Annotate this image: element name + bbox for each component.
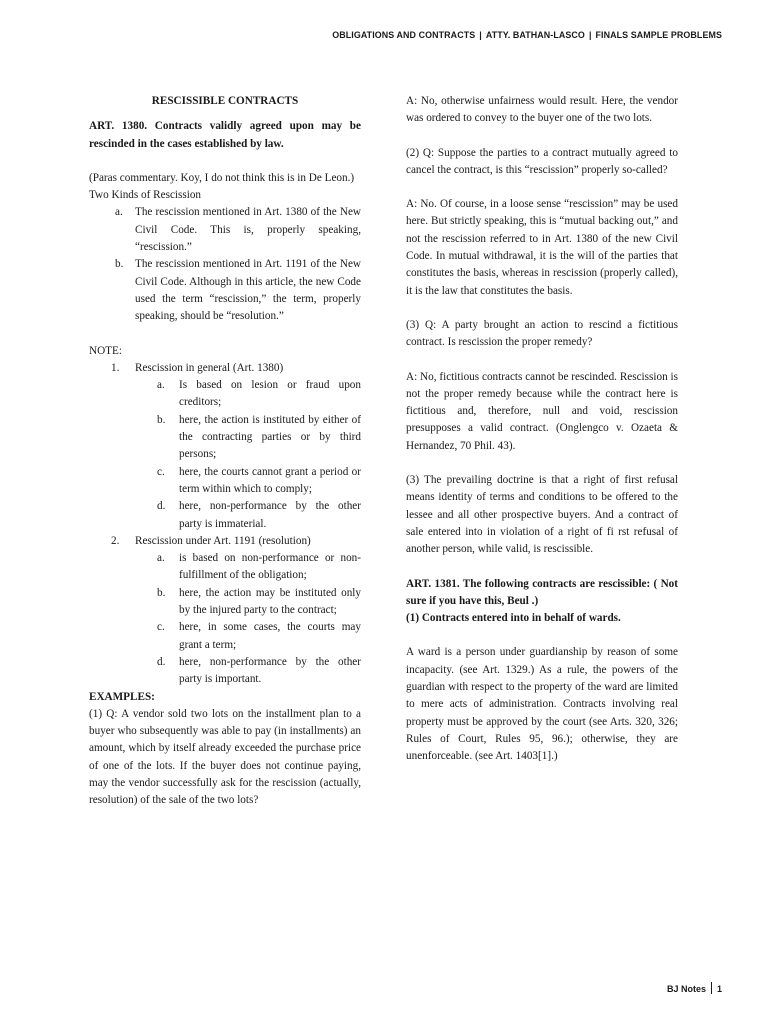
example-2-question: (2) Q: Suppose the parties to a contract mutually agreed to cancel the contract, is this “rescission” properly so-called? [406, 146, 678, 176]
example-3-question: (3) Q: A party brought an action to rescind a fictitious contract. Is rescission the proper remedy? [406, 318, 678, 349]
right-column [406, 93, 678, 766]
page-number: 1 [716, 984, 722, 994]
header-instructor: ATTY. BATHAN-LASCO [485, 30, 585, 40]
page-footer [667, 981, 722, 998]
list-item [157, 377, 361, 412]
list-item-text: here, in some cases, the courts may grant a term; [179, 621, 361, 651]
list-marker: b. [157, 586, 166, 599]
list-item-text: The rescission mentioned in Art. 1380 of the New Civil Code. This is, properly speaking, “rescission.” [135, 206, 361, 254]
list-item-text: here, non-performance by the other party is immaterial. [179, 500, 361, 530]
header-separator: | [588, 30, 592, 40]
sub-list [135, 377, 361, 533]
section-title: RESCISSIBLE CONTRACTS [151, 95, 299, 107]
list-item-text: here, the courts cannot grant a period or term within which to comply; [179, 465, 361, 495]
example-1-question: (1) Q: A vendor sold two lots on the installment plan to a buyer who subsequently was able to pay (in installments) an amount, which by itself already exceeded the purchase price of one of the lots. If the buyer does not continue paying, may the vendor successfully ask for the rescission (actually, resolution) of the sale of the two lots? [89, 707, 361, 807]
list-item [157, 412, 361, 464]
list-item-text: here, the action is instituted by either of the contracting parties or by third persons; [179, 413, 361, 461]
list-item-text: The rescission mentioned in Art. 1191 of the New Civil Code. Although in this article, the new Code used the term “rescission,” the term, properly speaking, should be “resolution.” [135, 258, 361, 323]
list-item [157, 550, 361, 585]
list-item [157, 498, 361, 533]
list-item-text: here, non-performance by the other party is important. [179, 655, 361, 686]
article-1381: ART. 1381. The following contracts are rescissible: ( Not sure if you have this, Beul .) [406, 577, 678, 607]
list-item-text: Rescission in general (Art. 1380) [135, 361, 284, 374]
list-item [157, 585, 361, 620]
list-item [157, 464, 361, 499]
ward-definition-paragraph: A ward is a person under guardianship by reason of some incapacity. (see Art. 1329.) As a rule, the powers of the guardian with respect to the property of the ward are limited to mere acts of administration. Contracts involving real property must be approved by the court (see Arts. 320, 326; Rules of Court, Rules 95, 96.); otherwise, they are unenforceable. (see Art. 1403[1].) [406, 646, 678, 763]
header-course: OBLIGATIONS AND CONTRACTS [332, 30, 476, 40]
left-column [89, 93, 361, 810]
example-1-answer: A: No, otherwise unfairness would result. Here, the vendor was ordered to convey to the buyer one of the two lots. [406, 95, 678, 125]
header-document-title: FINALS SAMPLE PROBLEMS [595, 30, 722, 40]
footer-label: BJ Notes [666, 984, 706, 994]
list-marker: a. [157, 552, 165, 565]
list-item [111, 533, 361, 689]
example-3-answer: A: No, fictitious contracts cannot be rescinded. Rescission is not the proper remedy because while the contract here is fictitious and, therefore, null and void, rescission presupposes a valid contract. (Onglengco v. Ozaeta & Hernandez, 70 Phil. 43). [406, 370, 678, 452]
list-item [157, 619, 361, 654]
list-item [111, 360, 361, 533]
list-item [157, 654, 361, 689]
list-marker: c. [157, 465, 165, 478]
list-marker: 2. [111, 534, 120, 547]
list-marker: a. [115, 206, 123, 219]
article-1380: ART. 1380. Contracts validly agreed upon may be rescinded in the cases established by law. [89, 120, 361, 150]
list-item-text: Rescission under Art. 1191 (resolution) [135, 534, 311, 547]
list-marker: b. [157, 413, 166, 426]
list-marker: c. [157, 621, 165, 634]
list-marker: a. [157, 379, 165, 392]
article-1381-item-1: (1) Contracts entered into in behalf of wards. [406, 612, 621, 625]
list-item [115, 204, 361, 256]
list-item [115, 256, 361, 325]
list-marker: d. [157, 500, 166, 513]
sub-list [135, 550, 361, 688]
paras-commentary-note: (Paras commentary. Koy, I do not think this is in De Leon.) [89, 171, 355, 184]
list-item-text: is based on non-performance or non-fulfillment of the obligation; [179, 552, 361, 582]
list-item-text: Is based on lesion or fraud upon creditors; [179, 379, 361, 409]
list-marker: 1. [111, 361, 120, 374]
notes-list [89, 360, 361, 689]
page-header [332, 27, 722, 44]
two-kinds-heading: Two Kinds of Rescission [89, 189, 202, 202]
list-marker: b. [115, 258, 124, 271]
example-2-answer: A: No. Of course, in a loose sense “rescission” may be used here. But strictly speaking, this is “mutual backing out,” and not the rescission referred to in Art. 1380 of the new Civil Code. In mutual withdrawal, it is the will of the parties that constitutes the basis, whereas in rescission (properly called), it is the law that constitutes the basis. [406, 198, 678, 297]
footer-divider [711, 982, 712, 994]
list-item-text: here, the action may be instituted only by the injured party to the contract; [179, 586, 361, 617]
header-separator: | [479, 30, 482, 40]
kinds-list [89, 204, 361, 325]
examples-label: EXAMPLES: [89, 690, 155, 703]
right-of-first-refusal-paragraph: (3) The prevailing doctrine is that a right of first refusal means identity of terms and conditions to be offered to the lessee and all other prospective buyers. And a contract of sale entered into in violation of a right of fi rst refusal of another person, while valid, is rescissible. [406, 474, 678, 556]
note-label: NOTE: [89, 344, 122, 357]
list-marker: d. [157, 655, 166, 668]
